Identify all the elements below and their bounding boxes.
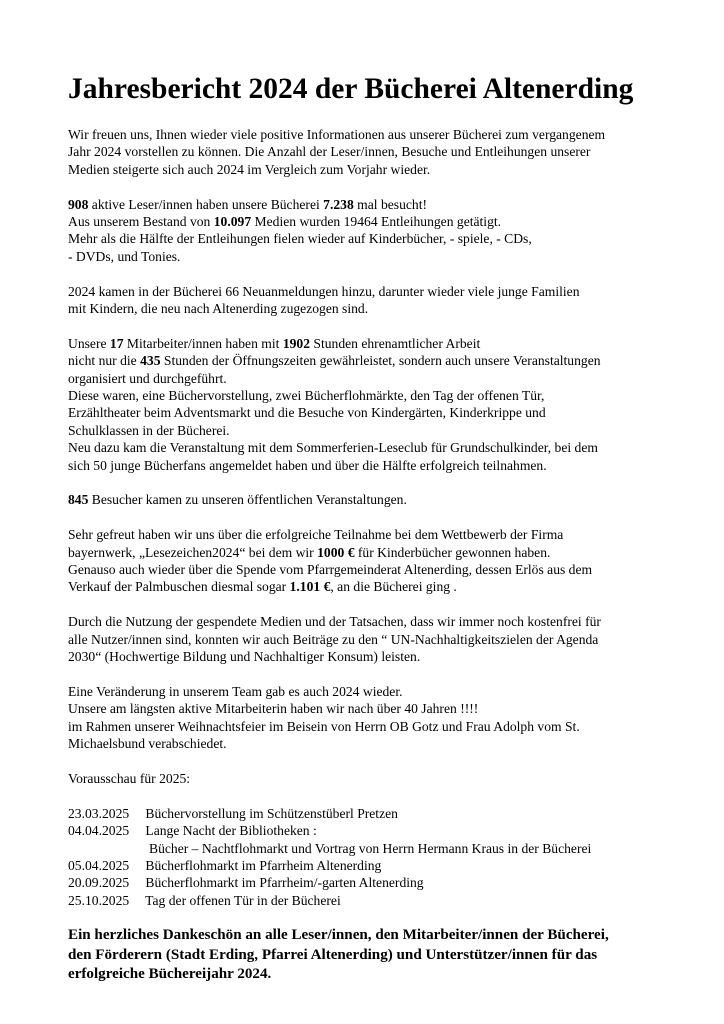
- schedule-event: Büchervorstellung im Schützenstüberl Pretzen: [142, 805, 398, 821]
- text-span: Medien wurden 19464 Entleihungen getätigt.: [251, 214, 502, 230]
- text-line: [68, 196, 668, 213]
- text-line: [68, 335, 668, 352]
- readers-count: 908: [68, 196, 89, 212]
- text-line: Medien steigerte sich auch 2024 im Vergleich zum Vorjahr wieder.: [68, 161, 431, 177]
- text-line: [68, 578, 668, 595]
- text-line: Mehr als die Hälfte der Entleihungen fielen wieder auf Kinderbücher, - spiele, - CDs,: [68, 231, 532, 247]
- text-line: Neu dazu kam die Veranstaltung mit dem Sommerferien-Leseclub für Grundschulkinder, bei dem: [68, 440, 598, 456]
- text-span: mal besucht!: [353, 196, 427, 212]
- schedule-date: 04.04.2025: [68, 823, 130, 839]
- sustainability-paragraph: [68, 613, 668, 665]
- text-span: Aus unserem Bestand von: [68, 214, 214, 230]
- schedule-detail: Bücher – Nachtflohmarkt und Vortrag von Herrn Hermann Kraus in der Bücherei: [149, 840, 592, 856]
- text-line: - DVDs, und Tonies.: [68, 248, 181, 264]
- text-line: den Förderern (Stadt Erding, Pfarrei Altenerding) und Unterstützer/innen für das: [68, 946, 598, 963]
- thanks-paragraph: [68, 926, 668, 984]
- text-span: Unsere: [68, 335, 110, 351]
- schedule-date: 23.03.2025: [68, 805, 130, 821]
- text-span: Besucher kamen zu unseren öffentlichen Veranstaltungen.: [88, 492, 407, 508]
- stock-count: 10.097: [213, 214, 252, 230]
- preview-title: Vorausschau für 2025:: [68, 770, 191, 786]
- text-line: [68, 352, 668, 369]
- text-span: nicht nur die: [68, 353, 141, 369]
- text-span: für Kinderbücher gewonnen haben.: [354, 544, 551, 560]
- text-span: Stunden ehrenamtlicher Arbeit: [310, 335, 481, 351]
- text-line: Durch die Nutzung der gespendete Medien und der Tatsachen, dass wir immer noch kostenfrei für: [68, 614, 601, 630]
- text-line: mit Kindern, die neu nach Altenerding zugezogen sind.: [68, 301, 369, 317]
- text-line: Jahr 2024 vorstellen zu können. Die Anzahl der Leser/innen, Besuche und Entleihungen unserer: [68, 144, 591, 160]
- schedule-item: [68, 805, 668, 822]
- text-span: Mitarbeiter/innen haben mit: [123, 335, 283, 351]
- text-span: Stunden der Öffnungszeiten gewährleistet, sondern auch unsere Veranstaltungen: [160, 353, 601, 369]
- schedule-event: Tag der offenen Tür in der Bücherei: [142, 892, 341, 908]
- events-paragraph: [68, 491, 668, 508]
- prize-amount: 1000 €: [317, 544, 355, 560]
- schedule-date: 20.09.2025: [68, 875, 130, 891]
- staff-paragraph: [68, 335, 668, 474]
- report-page: [68, 72, 668, 984]
- awards-paragraph: [68, 526, 668, 596]
- intro-paragraph: [68, 126, 668, 178]
- text-line: sich 50 junge Bücherfans angemeldet haben und über die Hälfte erfolgreich teilnahmen.: [68, 457, 547, 473]
- text-line: organisiert und durchgeführt.: [68, 370, 227, 386]
- schedule-date: 25.10.2025: [68, 892, 130, 908]
- text-line: im Rahmen unserer Weihnachtsfeier im Beisein von Herrn OB Gotz und Frau Adolph vom St.: [68, 718, 580, 734]
- report-title: Jahresbericht 2024 der Bücherei Altenerding: [68, 73, 634, 105]
- text-line: alle Nutzer/innen sind, konnten wir auch Beiträge zu den “ UN-Nachhaltigkeitszielen der Agenda: [68, 631, 599, 647]
- schedule-event: Bücherflohmarkt im Pfarrheim/-garten Altenerding: [142, 875, 424, 891]
- schedule-event: Bücherflohmarkt im Pfarrheim Altenerding: [142, 857, 382, 873]
- text-line: Eine Veränderung in unserem Team gab es auch 2024 wieder.: [68, 683, 403, 699]
- text-line: erfolgreiche Büchereijahr 2024.: [68, 965, 272, 982]
- text-line: 2030“ (Hochwertige Bildung und Nachhaltiger Konsum) leisten.: [68, 649, 421, 665]
- text-span: , an die Bücherei ging .: [330, 579, 457, 595]
- schedule-list: [68, 805, 668, 909]
- text-line: [68, 544, 668, 561]
- text-line: Sehr gefreut haben wir uns über die erfolgreiche Teilnahme bei dem Wettbewerb der Firma: [68, 527, 564, 543]
- schedule-item: [68, 874, 668, 891]
- volunteer-hours: 1902: [282, 335, 310, 351]
- text-line: Schulklassen in der Bücherei.: [68, 422, 230, 438]
- opening-hours: 435: [140, 353, 161, 369]
- team-change-paragraph: [68, 683, 668, 753]
- text-span: aktive Leser/innen haben unsere Bücherei: [88, 196, 324, 212]
- text-line: Wir freuen uns, Ihnen wieder viele positive Informationen aus unserer Bücherei zum vergangenem: [68, 127, 606, 142]
- schedule-item: [68, 822, 668, 839]
- text-line: 2024 kamen in der Bücherei 66 Neuanmeldungen hinzu, darunter wieder viele junge Familien: [68, 283, 580, 299]
- text-line: Michaelsbund verabschiedet.: [68, 736, 227, 752]
- staff-count: 17: [109, 335, 124, 351]
- text-line: Diese waren, eine Büchervorstellung, zwei Bücherflohmärkte, den Tag der offenen Tür,: [68, 388, 545, 404]
- donation-amount: 1.101 €: [289, 579, 331, 595]
- schedule-item: [68, 892, 668, 909]
- event-visitors-count: 845: [68, 492, 89, 508]
- text-line: Genauso auch wieder über die Spende vom Pfarrgemeinderat Altenerding, dessen Erlös aus dem: [68, 562, 593, 578]
- text-span: bayernwerk, „Lesezeichen2024“ bei dem wir: [68, 544, 318, 560]
- text-line: Ein herzliches Dankeschön an alle Leser/innen, den Mitarbeiter/innen der Bücherei,: [68, 927, 609, 944]
- text-line: Erzähltheater beim Adventsmarkt und die Besuche von Kindergärten, Kinderkrippe und: [68, 405, 546, 421]
- visits-count: 7.238: [323, 196, 354, 212]
- new-members-paragraph: [68, 283, 668, 318]
- schedule-item: [68, 857, 668, 874]
- schedule-date: 05.04.2025: [68, 857, 130, 873]
- stats-paragraph: [68, 196, 668, 266]
- text-line: [68, 213, 668, 230]
- text-line: [68, 491, 668, 508]
- text-span: Verkauf der Palmbuschen diesmal sogar: [68, 579, 290, 595]
- text-line: Unsere am längsten aktive Mitarbeiterin haben wir nach über 40 Jahren !!!!: [68, 701, 479, 717]
- schedule-event: Lange Nacht der Bibliotheken :: [142, 823, 317, 839]
